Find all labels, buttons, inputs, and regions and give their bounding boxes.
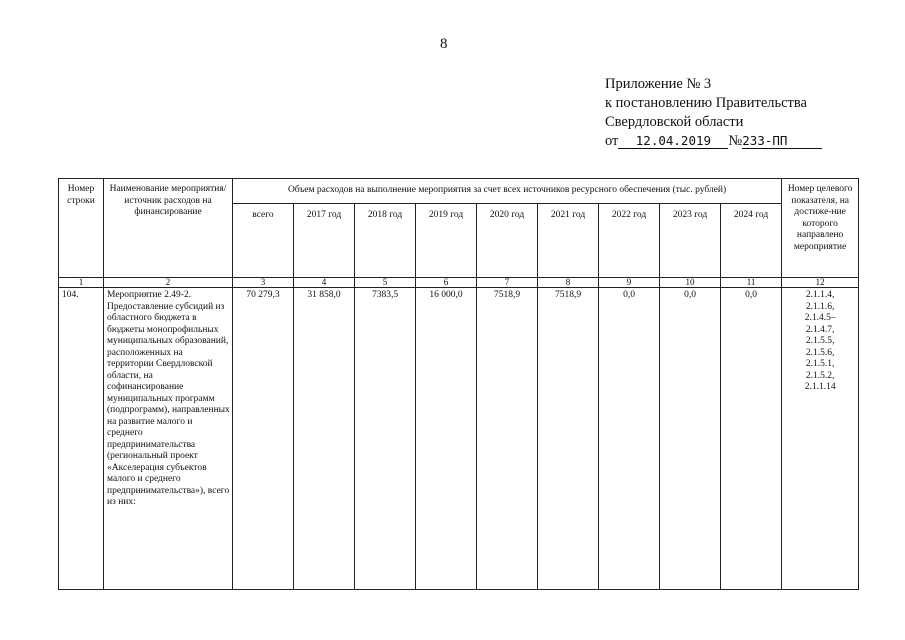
from-label: от	[605, 133, 619, 149]
page-number: 8	[440, 36, 448, 52]
value-2023: 0,0	[660, 288, 721, 590]
indicator-code: 2.1.5.2,	[805, 370, 835, 381]
header-2020: 2020 год	[477, 204, 538, 278]
event-name: Мероприятие 2.49-2. Предоставление субсидий из областного бюджета в бюджеты монопрофильных муниципальных образований, расположенных на территории Свердловской области, на софинансирование муниципальных программ (подпрограмм), направленных на развитие малого и среднего предпринимательства (региональный проект «Акселерация субъектов малого и среднего предпринимательства»), всего из них:	[104, 288, 233, 590]
indicator-code: 2.1.1.14	[804, 382, 836, 392]
appendix-block	[605, 75, 822, 151]
header-row-number: Номер строки	[59, 179, 104, 278]
header-2017: 2017 год	[294, 204, 355, 278]
indicator-code: 2.1.4.5–	[804, 313, 836, 323]
indicator-code: 2.1.4.7,	[805, 324, 835, 335]
header-2024: 2024 год	[721, 204, 782, 278]
header-2019: 2019 год	[416, 204, 477, 278]
col-number: 7	[477, 278, 538, 288]
value-2024: 0,0	[721, 288, 782, 590]
header-volume: Объем расходов на выполнение мероприятия за счет всех источников ресурсного обеспечения (тыс. рублей)	[233, 179, 782, 204]
value-2020: 7518,9	[477, 288, 538, 590]
value-2017: 31 858,0	[294, 288, 355, 590]
col-number: 12	[782, 278, 859, 288]
col-number: 2	[104, 278, 233, 288]
number-label: №	[728, 133, 743, 149]
table-row	[59, 288, 859, 590]
appendix-date-line	[605, 132, 822, 151]
header-2023: 2023 год	[660, 204, 721, 278]
header-total: всего	[233, 204, 294, 278]
row-number: 104.	[59, 288, 104, 590]
indicator-code: 2.1.5.6,	[805, 347, 835, 358]
header-2021: 2021 год	[538, 204, 599, 278]
col-number: 9	[599, 278, 660, 288]
header-name: Наименование мероприятия/источник расходов на финансирование	[104, 179, 233, 278]
indicator-code: 2.1.1.6,	[805, 301, 835, 312]
value-2018: 7383,5	[355, 288, 416, 590]
indicator-code: 2.1.5.1,	[805, 359, 835, 369]
col-number: 3	[233, 278, 294, 288]
financing-table	[58, 178, 859, 590]
col-number: 10	[660, 278, 721, 288]
value-total: 70 279,3	[233, 288, 294, 590]
value-2021: 7518,9	[538, 288, 599, 590]
value-2019: 16 000,0	[416, 288, 477, 590]
indicator-list	[782, 288, 859, 590]
appendix-region: Свердловской области	[605, 114, 744, 130]
indicator-code: 2.1.1.4,	[805, 290, 835, 300]
resolution-date: 12.04.2019	[618, 134, 728, 149]
col-number: 6	[416, 278, 477, 288]
header-2018: 2018 год	[355, 204, 416, 278]
resolution-number: 233-ПП	[742, 134, 822, 149]
col-number: 11	[721, 278, 782, 288]
indicator-code: 2.1.5.5,	[805, 336, 835, 346]
col-number: 8	[538, 278, 599, 288]
header-indicator: Номер целевого показателя, на достиже-ние которого направлено мероприятие	[782, 179, 859, 278]
col-number: 1	[59, 278, 104, 288]
appendix-resolution: к постановлению Правительства	[605, 95, 807, 111]
appendix-title: Приложение № 3	[605, 76, 712, 92]
col-number: 5	[355, 278, 416, 288]
value-2022: 0,0	[599, 288, 660, 590]
header-2022: 2022 год	[599, 204, 660, 278]
col-number: 4	[294, 278, 355, 288]
